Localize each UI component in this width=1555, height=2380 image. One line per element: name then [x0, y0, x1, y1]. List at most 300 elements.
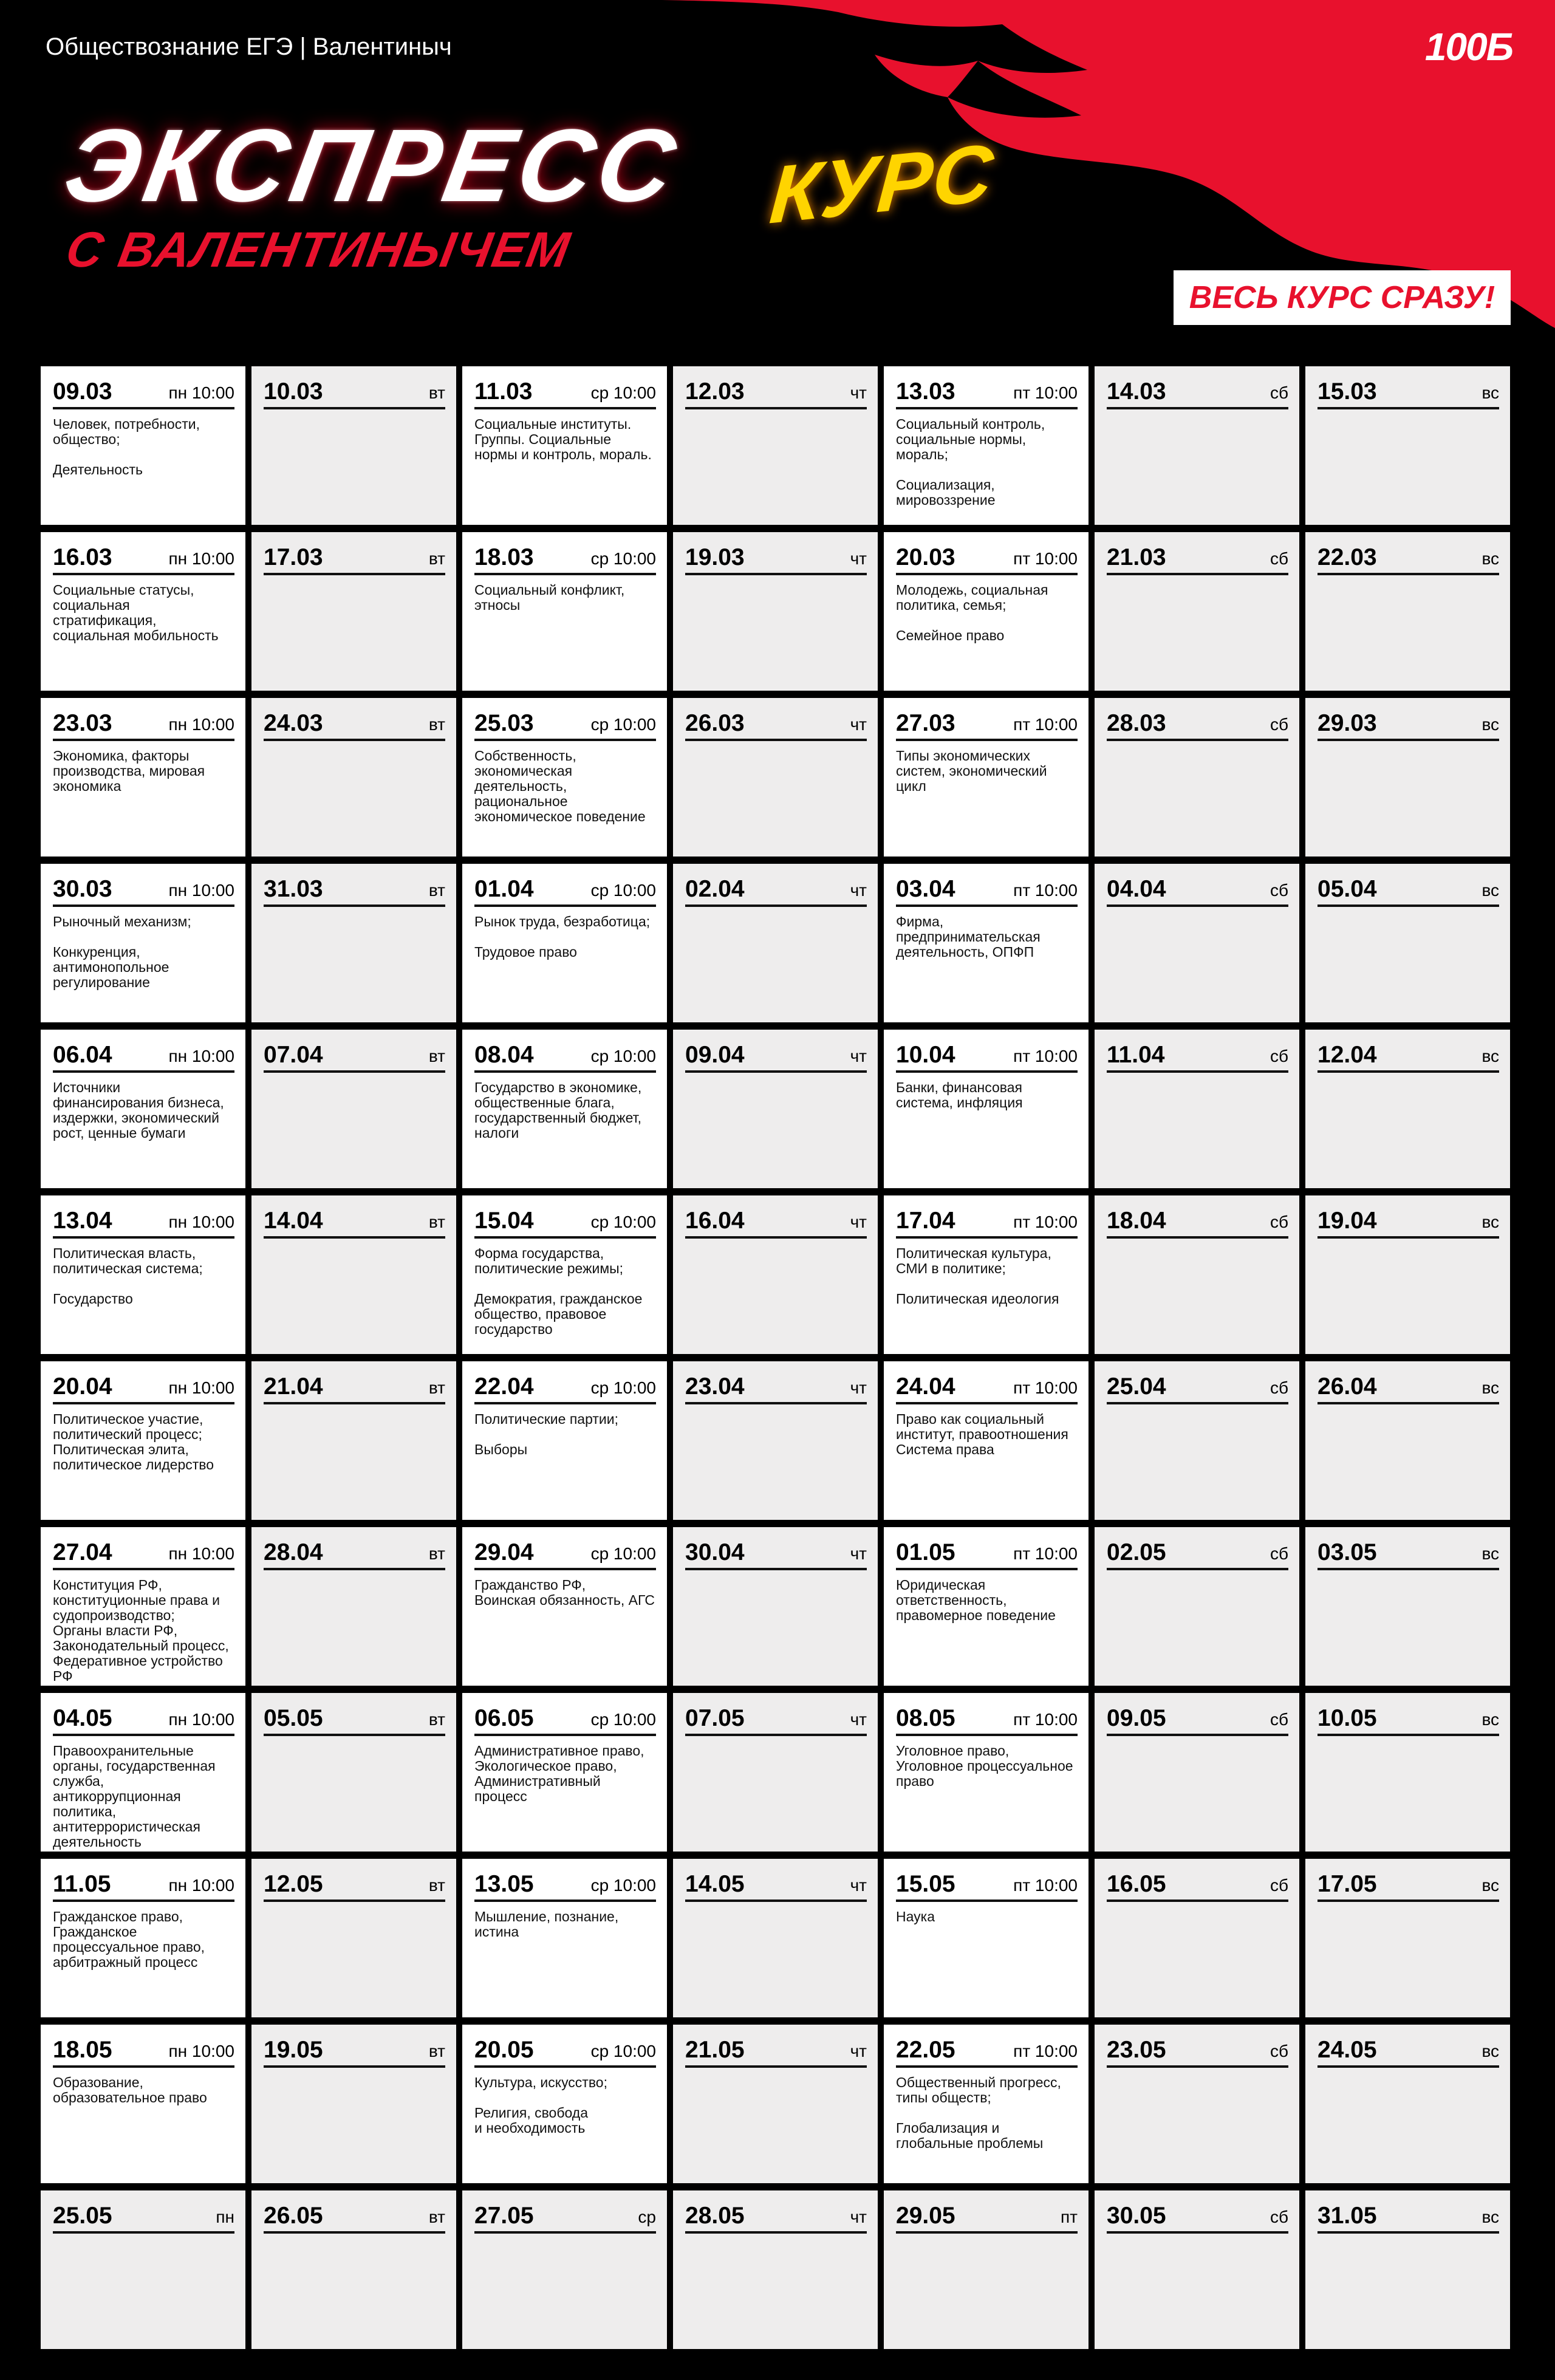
- cell-weekday: сб: [1270, 549, 1288, 568]
- cell-header: [53, 380, 234, 409]
- cell-weekday: пт 10:00: [1013, 1378, 1078, 1397]
- lesson-topic: Рынок труда, безработица; Трудовое право: [474, 914, 651, 960]
- cell-header: [264, 545, 445, 575]
- cell-weekday: пн: [216, 2207, 234, 2226]
- cell-header: [474, 1706, 656, 1736]
- cell-date: 05.05: [264, 1705, 323, 1731]
- cell-weekday: пт 10:00: [1013, 1047, 1078, 1065]
- cell-date: 22.04: [474, 1373, 534, 1400]
- day-cell: [251, 1859, 456, 2017]
- cell-date: 26.03: [685, 710, 745, 736]
- day-cell: [673, 1693, 878, 1852]
- cell-header: [264, 1375, 445, 1404]
- cell-header: [53, 711, 234, 741]
- cell-date: 28.03: [1107, 710, 1166, 736]
- cell-date: 27.05: [474, 2203, 534, 2229]
- cell-header: [474, 877, 656, 907]
- course-title: ЭКСПРЕСС: [56, 108, 688, 224]
- cell-weekday: пт 10:00: [1013, 1544, 1078, 1563]
- cell-weekday: ср 10:00: [590, 715, 656, 734]
- cell-header: [264, 1043, 445, 1073]
- lesson-topic: Гражданское право, Гражданское процессуальное право, арбитражный процесс: [53, 1909, 205, 1970]
- cell-date: 14.03: [1107, 378, 1166, 405]
- cell-date: 18.04: [1107, 1208, 1166, 1234]
- day-cell: [1305, 1527, 1510, 1686]
- cell-date: 23.05: [1107, 2037, 1166, 2063]
- day-cell: [673, 1030, 878, 1188]
- cell-weekday: пт 10:00: [1013, 1212, 1078, 1231]
- day-cell: [673, 2190, 878, 2349]
- cell-date: 16.05: [1107, 1871, 1166, 1897]
- lesson-topic: Политические партии; Выборы: [474, 1411, 618, 1457]
- cell-header: [1107, 877, 1288, 907]
- day-cell: [251, 1030, 456, 1188]
- cell-weekday: чт: [850, 1710, 867, 1729]
- day-cell: [1305, 1030, 1510, 1188]
- cell-date: 15.05: [896, 1871, 955, 1897]
- cell-date: 17.05: [1317, 1871, 1377, 1897]
- header: [0, 0, 1555, 364]
- day-cell: [251, 1527, 456, 1686]
- cell-header: [685, 711, 867, 741]
- cell-date: 11.05: [53, 1871, 111, 1897]
- lesson-cell: [884, 864, 1088, 1022]
- lesson-cell: [41, 864, 245, 1022]
- cell-date: 01.04: [474, 876, 534, 902]
- lesson-cell: [41, 2025, 245, 2183]
- cell-date: 25.05: [53, 2203, 112, 2229]
- cell-date: 08.04: [474, 1042, 534, 1068]
- cell-date: 26.04: [1317, 1373, 1377, 1400]
- cell-weekday: вс: [1482, 1212, 1499, 1231]
- cell-weekday: вс: [1482, 1876, 1499, 1895]
- cell-weekday: чт: [850, 2207, 867, 2226]
- cell-date: 13.04: [53, 1208, 112, 1234]
- day-cell: [251, 532, 456, 691]
- lesson-topic: Собственность, экономическая деятельность, рациональное экономическое поведение: [474, 748, 646, 824]
- lesson-topic: Политическая власть, политическая система; Государство: [53, 1245, 203, 1307]
- cell-header: [474, 1375, 656, 1404]
- cell-header: [264, 1209, 445, 1239]
- cell-date: 20.04: [53, 1373, 112, 1400]
- cell-date: 13.03: [896, 378, 955, 405]
- cell-weekday: пт 10:00: [1013, 2042, 1078, 2060]
- cell-header: [53, 877, 234, 907]
- cell-header: [53, 2038, 234, 2068]
- cell-date: 02.04: [685, 876, 745, 902]
- cell-header: [474, 1541, 656, 1570]
- lesson-topic: Фирма, предпринимательская деятельность, ОПФП: [896, 914, 1041, 960]
- cell-header: [685, 1872, 867, 1902]
- cell-weekday: вт: [428, 715, 445, 734]
- cell-header: [474, 1043, 656, 1073]
- cell-date: 01.05: [896, 1539, 955, 1565]
- cell-date: 21.05: [685, 2037, 745, 2063]
- cell-header: [1107, 1375, 1288, 1404]
- cell-weekday: пн 10:00: [168, 1544, 234, 1563]
- lesson-topic: Культура, искусство; Религия, свобода и необходимость: [474, 2074, 607, 2136]
- cell-header: [53, 545, 234, 575]
- cell-header: [53, 1043, 234, 1073]
- cell-weekday: чт: [850, 1212, 867, 1231]
- cell-header: [1317, 711, 1499, 741]
- cell-weekday: ср 10:00: [590, 1544, 656, 1563]
- cell-header: [896, 877, 1078, 907]
- day-cell: [1095, 864, 1299, 1022]
- cell-header: [1107, 545, 1288, 575]
- cell-header: [53, 1375, 234, 1404]
- day-cell: [673, 864, 878, 1022]
- lesson-topic: Политическое участие, политический процесс; Политическая элита, политическое лидерство: [53, 1411, 214, 1472]
- cell-weekday: ср 10:00: [590, 2042, 656, 2060]
- day-cell: [673, 2025, 878, 2183]
- cell-header: [896, 2038, 1078, 2068]
- cell-weekday: ср 10:00: [590, 1212, 656, 1231]
- cell-date: 19.04: [1317, 1208, 1377, 1234]
- cell-header: [264, 1872, 445, 1902]
- cell-header: [264, 2038, 445, 2068]
- cell-date: 30.03: [53, 876, 112, 902]
- cell-weekday: сб: [1270, 1212, 1288, 1231]
- lesson-topic: Молодежь, социальная политика, семья; Семейное право: [896, 582, 1048, 643]
- cell-header: [53, 1209, 234, 1239]
- cell-date: 19.03: [685, 544, 745, 570]
- lesson-topic: Образование, образовательное право: [53, 2074, 207, 2105]
- cell-date: 13.05: [474, 1871, 534, 1897]
- day-cell: [1305, 366, 1510, 525]
- day-cell: [1095, 1527, 1299, 1686]
- day-cell: [1095, 1859, 1299, 2017]
- cell-date: 16.03: [53, 544, 112, 570]
- cell-date: 15.04: [474, 1208, 534, 1234]
- cell-date: 30.04: [685, 1539, 745, 1565]
- cell-header: [264, 2204, 445, 2234]
- cell-date: 09.05: [1107, 1705, 1166, 1731]
- day-cell: [1095, 1361, 1299, 1520]
- lesson-cell: [462, 2025, 667, 2183]
- course-title-accent: КУРС: [767, 126, 996, 241]
- cell-weekday: вс: [1482, 1047, 1499, 1065]
- lesson-cell: [462, 864, 667, 1022]
- schedule-grid: [41, 366, 1510, 2349]
- cell-header: [53, 1872, 234, 1902]
- cell-date: 16.04: [685, 1208, 745, 1234]
- cell-date: 03.05: [1317, 1539, 1377, 1565]
- lesson-topic: Правоохранительные органы, государственная служба, антикоррупционная политика, антитеррористическая деятельность: [53, 1743, 216, 1850]
- cell-header: [1317, 1872, 1499, 1902]
- cell-header: [685, 1375, 867, 1404]
- cell-header: [896, 1541, 1078, 1570]
- cell-header: [1107, 711, 1288, 741]
- cell-weekday: сб: [1270, 881, 1288, 900]
- cell-header: [685, 1706, 867, 1736]
- cell-header: [53, 1541, 234, 1570]
- cell-weekday: чт: [850, 1047, 867, 1065]
- cell-date: 30.05: [1107, 2203, 1166, 2229]
- cell-weekday: чт: [850, 549, 867, 568]
- cell-weekday: вт: [428, 1047, 445, 1065]
- day-cell: [673, 532, 878, 691]
- cell-date: 12.03: [685, 378, 745, 405]
- cell-date: 10.04: [896, 1042, 955, 1068]
- cell-header: [474, 711, 656, 741]
- lesson-cell: [884, 532, 1088, 691]
- lesson-cell: [884, 1361, 1088, 1520]
- lesson-cell: [884, 1693, 1088, 1852]
- cell-weekday: ср 10:00: [590, 1710, 656, 1729]
- lesson-cell: [41, 1361, 245, 1520]
- cell-date: 24.05: [1317, 2037, 1377, 2063]
- lesson-topic: Юридическая ответственность, правомерное поведение: [896, 1577, 1056, 1623]
- lesson-topic: Наука: [896, 1909, 935, 1924]
- cell-header: [1107, 1872, 1288, 1902]
- lesson-topic: Форма государства, политические режимы; Демократия, гражданское общество, правовое государство: [474, 1245, 643, 1337]
- cell-date: 15.03: [1317, 378, 1377, 405]
- cell-header: [685, 545, 867, 575]
- cell-header: [896, 1872, 1078, 1902]
- cell-date: 11.03: [474, 378, 533, 405]
- cell-date: 14.05: [685, 1871, 745, 1897]
- cell-weekday: вс: [1482, 383, 1499, 402]
- cell-date: 31.03: [264, 876, 323, 902]
- cell-weekday: пн 10:00: [168, 1710, 234, 1729]
- cell-weekday: пт 10:00: [1013, 881, 1078, 900]
- cell-header: [1107, 1209, 1288, 1239]
- lesson-cell: [884, 366, 1088, 525]
- cell-header: [896, 711, 1078, 741]
- day-cell: [251, 864, 456, 1022]
- day-cell: [673, 1195, 878, 1354]
- cell-date: 12.05: [264, 1871, 323, 1897]
- cell-weekday: пт 10:00: [1013, 383, 1078, 402]
- cell-date: 02.05: [1107, 1539, 1166, 1565]
- cell-date: 24.04: [896, 1373, 955, 1400]
- day-cell: [1095, 1693, 1299, 1852]
- lesson-cell: [41, 698, 245, 857]
- cell-header: [474, 2038, 656, 2068]
- cell-header: [1317, 877, 1499, 907]
- cell-header: [896, 545, 1078, 575]
- lesson-cell: [884, 1527, 1088, 1686]
- cell-date: 06.04: [53, 1042, 112, 1068]
- day-cell: [1305, 864, 1510, 1022]
- cell-weekday: ср 10:00: [590, 1378, 656, 1397]
- day-cell: [1305, 698, 1510, 857]
- cell-weekday: пт: [1061, 2207, 1078, 2226]
- day-cell: [1305, 1195, 1510, 1354]
- cell-date: 10.03: [264, 378, 323, 405]
- cell-weekday: сб: [1270, 2207, 1288, 2226]
- cell-weekday: вс: [1482, 881, 1499, 900]
- cell-date: 29.04: [474, 1539, 534, 1565]
- cell-weekday: вт: [428, 1378, 445, 1397]
- cell-weekday: чт: [850, 881, 867, 900]
- cell-date: 06.05: [474, 1705, 534, 1731]
- cell-weekday: ср 10:00: [590, 383, 656, 402]
- cell-weekday: сб: [1270, 715, 1288, 734]
- cell-date: 03.04: [896, 876, 955, 902]
- cell-date: 23.03: [53, 710, 112, 736]
- lesson-cell: [884, 2025, 1088, 2183]
- day-cell: [251, 366, 456, 525]
- cell-header: [53, 1706, 234, 1736]
- cell-header: [1107, 1043, 1288, 1073]
- cell-header: [1317, 1706, 1499, 1736]
- day-cell: [673, 1361, 878, 1520]
- brand-logo: 100Б: [1424, 25, 1512, 69]
- cell-date: 29.05: [896, 2203, 955, 2229]
- course-subtitle: С ВАЛЕНТИНЫЧЕМ: [62, 222, 575, 278]
- lesson-topic: Общественный прогресс, типы обществ; Глобализация и глобальные проблемы: [896, 2074, 1061, 2151]
- cell-weekday: вт: [428, 1876, 445, 1895]
- day-cell: [884, 2190, 1088, 2349]
- lesson-topic: Рыночный механизм; Конкуренция, антимонопольное регулирование: [53, 914, 191, 990]
- cell-weekday: сб: [1270, 1710, 1288, 1729]
- cell-date: 21.03: [1107, 544, 1166, 570]
- cell-weekday: вт: [428, 1710, 445, 1729]
- day-cell: [251, 698, 456, 857]
- cell-header: [264, 711, 445, 741]
- day-cell: [673, 366, 878, 525]
- day-cell: [1095, 1195, 1299, 1354]
- cell-weekday: чт: [850, 715, 867, 734]
- lesson-topic: Социальный контроль, социальные нормы, мораль; Социализация, мировоззрение: [896, 416, 1045, 508]
- day-cell: [251, 2025, 456, 2183]
- cell-weekday: сб: [1270, 1378, 1288, 1397]
- cell-weekday: сб: [1270, 1876, 1288, 1895]
- lesson-cell: [884, 1195, 1088, 1354]
- cell-date: 14.04: [264, 1208, 323, 1234]
- cell-weekday: ср 10:00: [590, 1876, 656, 1895]
- cell-date: 29.03: [1317, 710, 1377, 736]
- cell-header: [1107, 2204, 1288, 2234]
- day-cell: [673, 698, 878, 857]
- cell-weekday: пн 10:00: [168, 383, 234, 402]
- lesson-cell: [41, 1030, 245, 1188]
- lesson-topic: Экономика, факторы производства, мировая экономика: [53, 748, 205, 794]
- cell-date: 08.05: [896, 1705, 955, 1731]
- cell-date: 26.05: [264, 2203, 323, 2229]
- cell-header: [896, 380, 1078, 409]
- day-cell: [1095, 2190, 1299, 2349]
- cell-date: 10.05: [1317, 1705, 1377, 1731]
- cell-date: 09.04: [685, 1042, 745, 1068]
- cell-date: 20.05: [474, 2037, 534, 2063]
- lesson-cell: [41, 1693, 245, 1852]
- lesson-topic: Конституция РФ, конституционные права и судопроизводство; Органы власти РФ, Законодательный процесс, Федеративное устройство РФ: [53, 1577, 229, 1684]
- cell-header: [896, 1706, 1078, 1736]
- day-cell: [1305, 1859, 1510, 2017]
- lesson-cell: [41, 1195, 245, 1354]
- lesson-cell: [462, 1195, 667, 1354]
- day-cell: [673, 1859, 878, 2017]
- course-label: Обществознание ЕГЭ | Валентиныч: [46, 33, 452, 60]
- cell-header: [896, 1043, 1078, 1073]
- lesson-topic: Гражданство РФ, Воинская обязанность, АГС: [474, 1577, 655, 1608]
- cell-header: [685, 380, 867, 409]
- cell-weekday: вс: [1482, 549, 1499, 568]
- cell-header: [896, 1209, 1078, 1239]
- cell-weekday: чт: [850, 1876, 867, 1895]
- lesson-cell: [41, 532, 245, 691]
- cell-date: 07.05: [685, 1705, 745, 1731]
- cell-header: [1107, 2038, 1288, 2068]
- cell-header: [264, 380, 445, 409]
- cell-weekday: пн 10:00: [168, 1378, 234, 1397]
- lesson-topic: Человек, потребности, общество; Деятельность: [53, 416, 200, 477]
- full-course-button[interactable]: ВЕСЬ КУРС СРАЗУ!: [1174, 270, 1511, 325]
- cell-weekday: пн 10:00: [168, 1047, 234, 1065]
- cell-header: [474, 2204, 656, 2234]
- cell-date: 25.04: [1107, 1373, 1166, 1400]
- cell-header: [896, 1375, 1078, 1404]
- cell-date: 12.04: [1317, 1042, 1377, 1068]
- cell-date: 28.04: [264, 1539, 323, 1565]
- cell-header: [1317, 1209, 1499, 1239]
- cell-weekday: сб: [1270, 383, 1288, 402]
- cell-header: [474, 1209, 656, 1239]
- cell-weekday: вт: [428, 2207, 445, 2226]
- cell-header: [1317, 1043, 1499, 1073]
- lesson-cell: [41, 1859, 245, 2017]
- day-cell: [1095, 366, 1299, 525]
- cell-header: [264, 1706, 445, 1736]
- cell-weekday: вт: [428, 549, 445, 568]
- cell-weekday: пн 10:00: [168, 881, 234, 900]
- lesson-topic: Политическая культура, СМИ в политике; Политическая идеология: [896, 1245, 1059, 1307]
- cell-weekday: вс: [1482, 1378, 1499, 1397]
- cell-weekday: ср 10:00: [590, 881, 656, 900]
- cell-header: [1317, 2038, 1499, 2068]
- cell-header: [474, 1872, 656, 1902]
- day-cell: [1095, 532, 1299, 691]
- lesson-cell: [462, 698, 667, 857]
- cell-weekday: вс: [1482, 1544, 1499, 1563]
- cell-date: 20.03: [896, 544, 955, 570]
- cell-header: [896, 2204, 1078, 2234]
- lesson-topic: Источники финансирования бизнеса, издержки, экономический рост, ценные бумаги: [53, 1079, 224, 1141]
- day-cell: [1305, 2190, 1510, 2349]
- cell-date: 24.03: [264, 710, 323, 736]
- day-cell: [251, 1693, 456, 1852]
- cell-header: [685, 2204, 867, 2234]
- cell-weekday: чт: [850, 2042, 867, 2060]
- lesson-cell: [884, 698, 1088, 857]
- day-cell: [1095, 2025, 1299, 2183]
- cell-weekday: пт 10:00: [1013, 715, 1078, 734]
- lesson-cell: [462, 1527, 667, 1686]
- cell-header: [685, 1209, 867, 1239]
- lesson-topic: Социальные институты. Группы. Социальные нормы и контроль, мораль.: [474, 416, 652, 462]
- day-cell: [1305, 1693, 1510, 1852]
- day-cell: [1095, 698, 1299, 857]
- cell-weekday: пн 10:00: [168, 715, 234, 734]
- lesson-cell: [884, 1859, 1088, 2017]
- cell-weekday: пт 10:00: [1013, 1876, 1078, 1895]
- cell-header: [53, 2204, 234, 2234]
- cell-weekday: ср: [638, 2207, 656, 2226]
- cell-date: 17.03: [264, 544, 323, 570]
- day-cell: [251, 2190, 456, 2349]
- cell-date: 04.05: [53, 1705, 112, 1731]
- cell-date: 22.05: [896, 2037, 955, 2063]
- cell-header: [474, 545, 656, 575]
- cell-weekday: вт: [428, 881, 445, 900]
- cell-date: 11.04: [1107, 1042, 1165, 1068]
- lesson-topic: Типы экономических систем, экономический цикл: [896, 748, 1047, 794]
- cell-weekday: чт: [850, 383, 867, 402]
- lesson-cell: [462, 1693, 667, 1852]
